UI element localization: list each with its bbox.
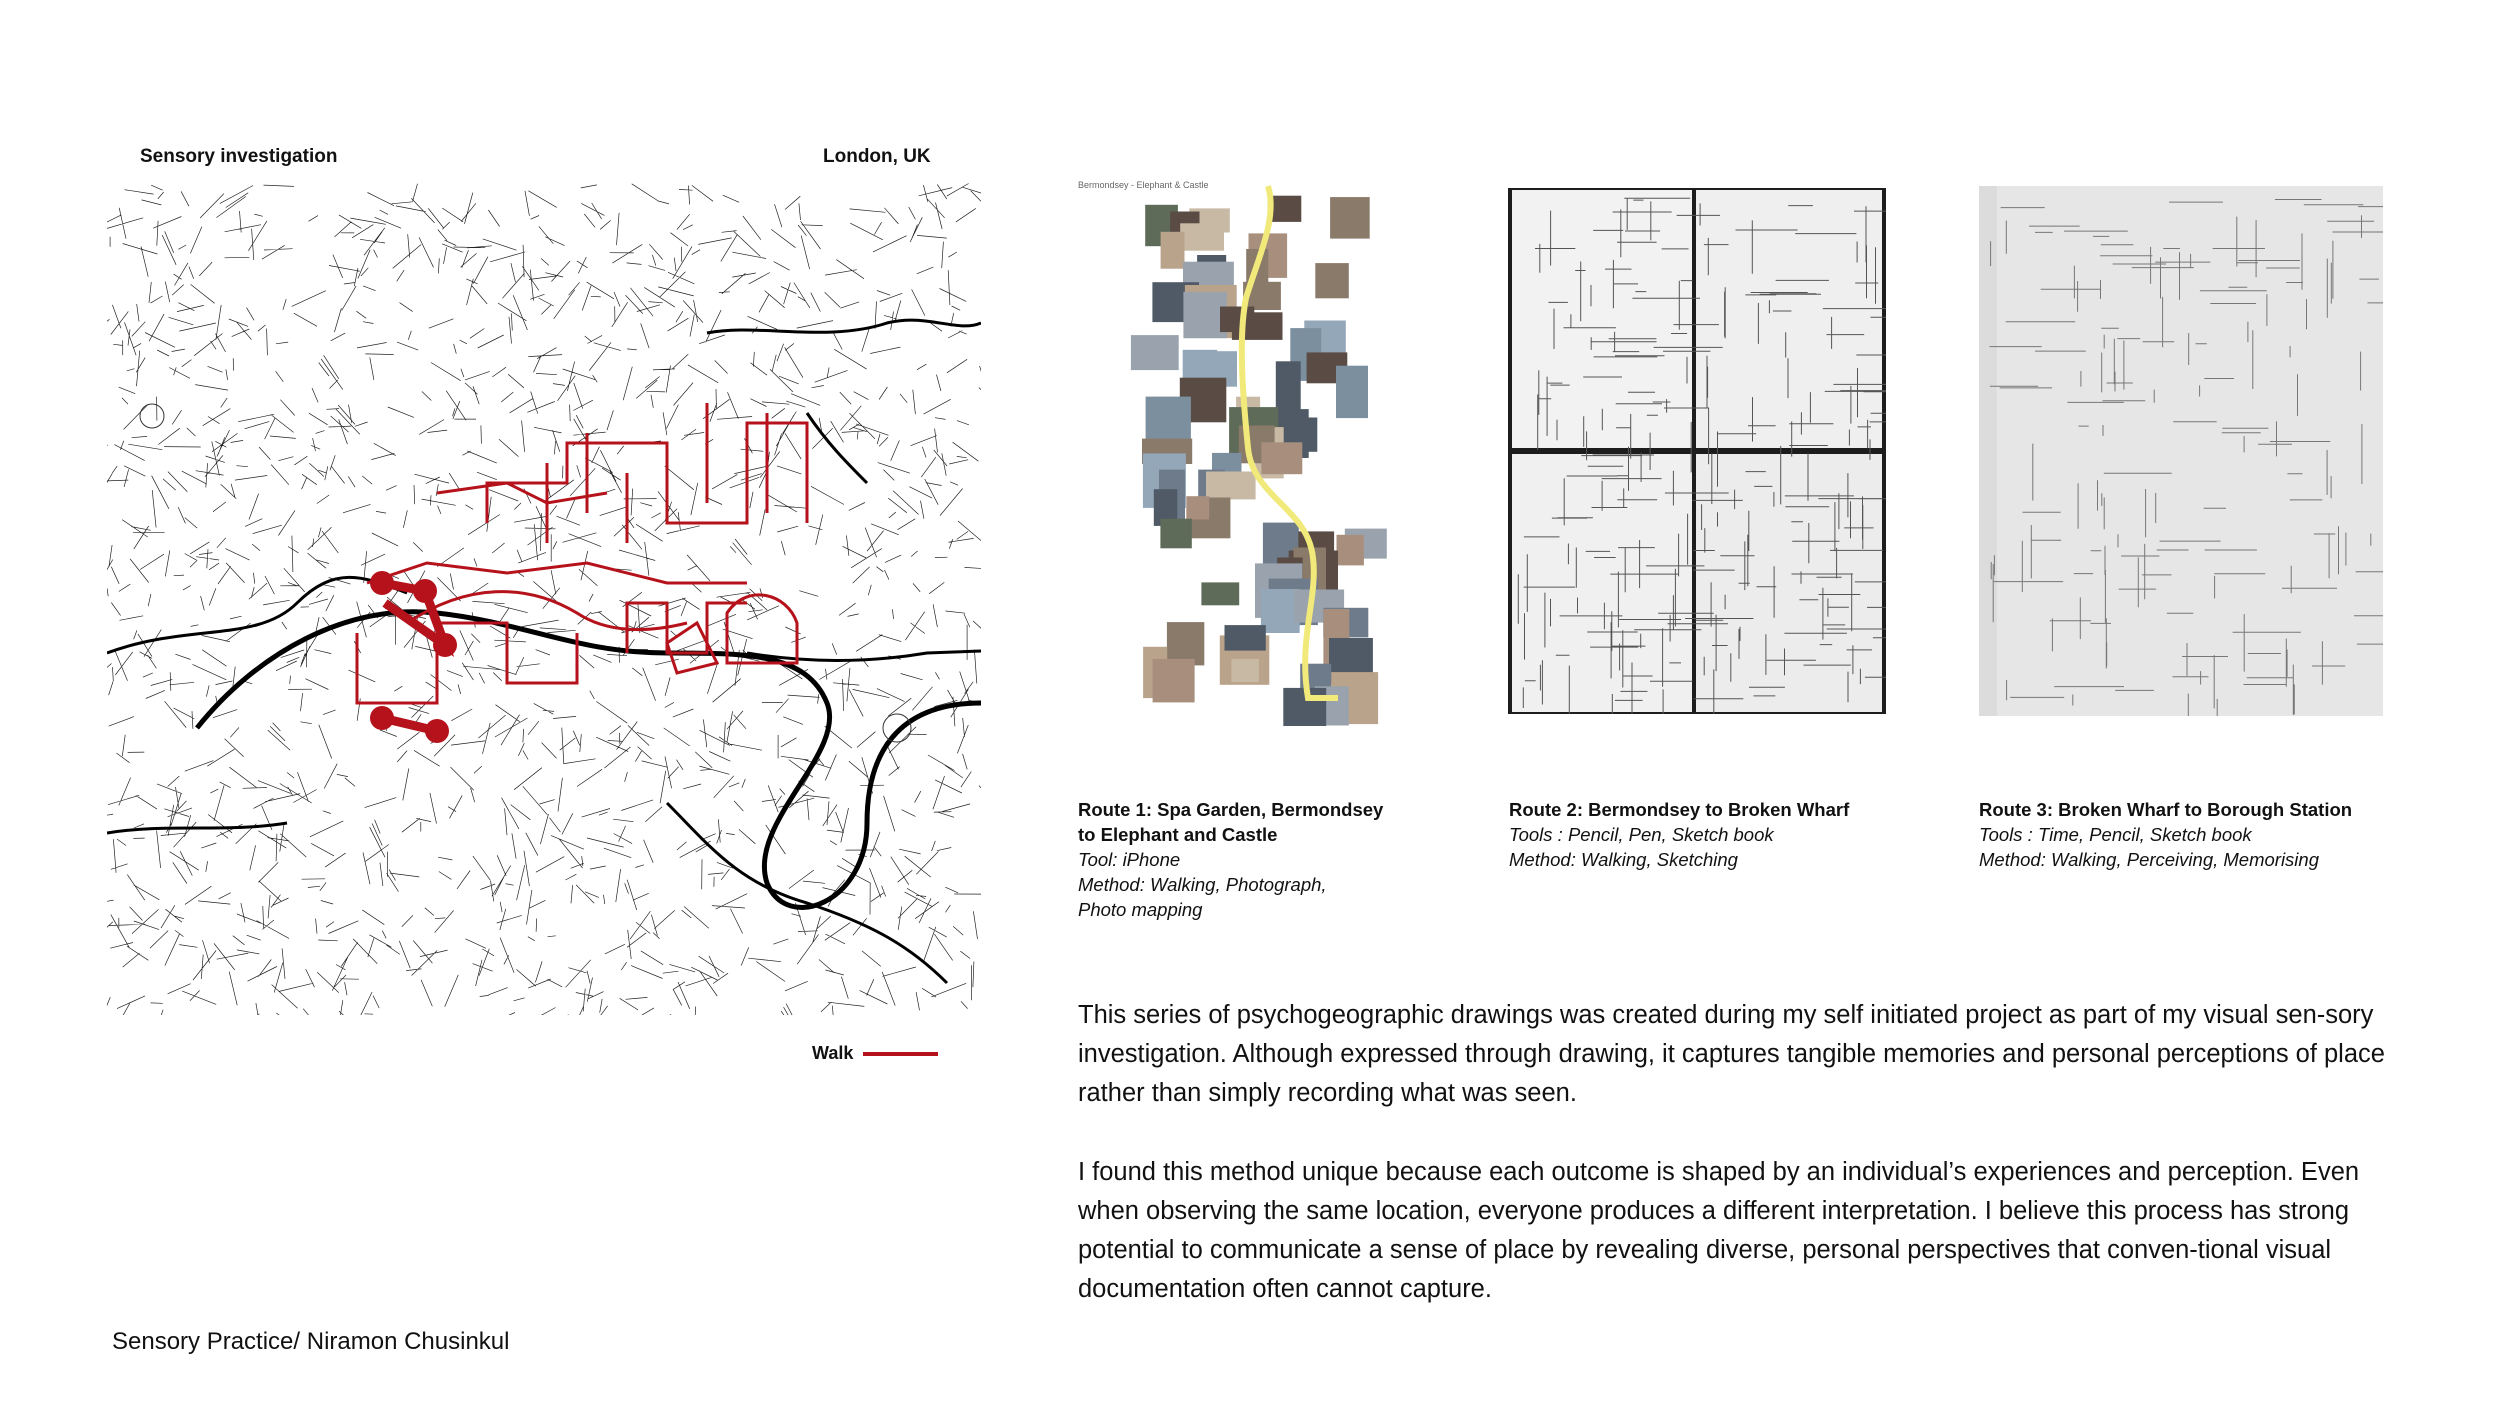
street-map (107, 183, 981, 1015)
route3-method: Method: Walking, Perceiving, Memorising (1979, 849, 2319, 870)
route2-caption (1509, 797, 1929, 872)
route3-sketchbook-image (1979, 186, 2383, 716)
route2-method: Method: Walking, Sketching (1509, 849, 1738, 870)
body-paragraph-2: I found this method unique because each outcome is shaped by an individual’s experiences and perception. Even when observing the same location, everyone produces a different interpretation. I believe this process has strong potential to communicate a sense of place by revealing diverse, personal perspectives that conven-tional visual documentation often cannot capture. (1078, 1158, 2360, 1303)
route1-photo-collage (1078, 178, 1428, 726)
route1-method-line1: Method: Walking, Photograph, (1078, 874, 1327, 895)
map-legend (812, 1043, 938, 1064)
street-map-drawing (107, 183, 981, 1015)
route3-caption (1979, 797, 2399, 872)
footer-credit: Sensory Practice/ Niramon Chusinkul (112, 1328, 510, 1355)
route1-title-line1: Route 1: Spa Garden, Bermondsey (1078, 799, 1384, 820)
route2-sketchbook-image (1508, 188, 1886, 714)
legend-label: Walk (812, 1043, 854, 1063)
collage-caption: Bermondsey - Elephant & Castle (1078, 180, 1209, 190)
walk-route-nodes (370, 571, 457, 743)
legend-walk-line (863, 1052, 938, 1056)
route1-method-line2: Photo mapping (1078, 899, 1203, 920)
route2-title: Route 2: Bermondsey to Broken Wharf (1509, 799, 1850, 820)
route2-tool: Tools : Pencil, Pen, Sketch book (1509, 824, 1774, 845)
map-title: Sensory investigation (140, 146, 338, 167)
route1-tool: Tool: iPhone (1078, 849, 1181, 870)
route3-title: Route 3: Broken Wharf to Borough Station (1979, 799, 2353, 820)
route1-title-line2: to Elephant and Castle (1078, 824, 1278, 845)
body-paragraph-1: This series of psychogeographic drawings was created during my self initiated project as part of my visual sen-sory investigation. Although expressed through drawing, it captures tangible memories and personal perceptions of place rather than simply recording what was seen. (1078, 1001, 2385, 1107)
route3-tool: Tools : Time, Pencil, Sketch book (1979, 824, 2252, 845)
route1-caption (1078, 797, 1418, 922)
map-location: London, UK (823, 146, 931, 167)
